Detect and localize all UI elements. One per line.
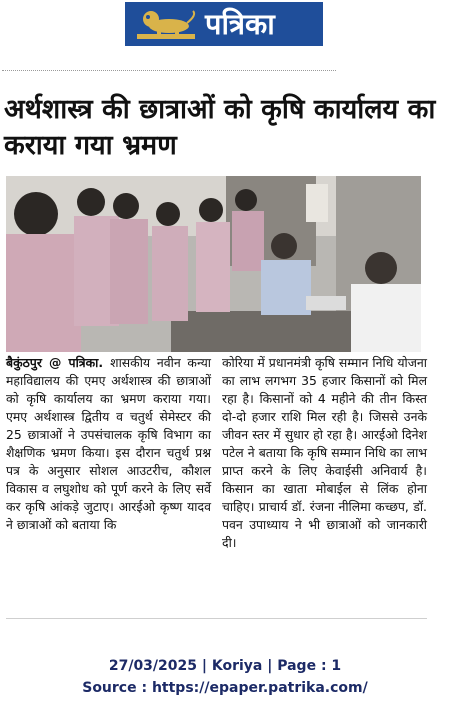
brand-name: पत्रिका — [205, 7, 275, 41]
header-divider — [2, 70, 336, 73]
article-headline: अर्थशास्त्र की छात्राओं को कृषि कार्यालय का कराया गया भ्रमण — [4, 94, 436, 161]
footer-divider — [6, 618, 427, 619]
article-body — [6, 354, 427, 616]
article-column-1 — [6, 354, 211, 534]
masthead-logo — [125, 2, 323, 46]
news-photo — [6, 176, 421, 352]
article-column-2-text: कोरिया में प्रधानमंत्री कृषि सम्मान निधि योजना का लाभ लगभग 35 हजार किसानों को मिल रहा है। किसानों को 4 महीने की तीन किस्त दो-दो हजार राशि मिल रही है। जिससे उनके जीवन स्तर में सुधार हो रहा है। आरईओ दिनेश पटेल ने बताया कि कृषि सम्मान निधि का लाभ प्राप्त करने के लिए केवाईसी अनिवार्य है। किसान का खाता मोबाईल से लिंक होना चाहिए। प्राचार्य डॉ. रंजना नीलिमा कच्छप, डॉ. पवन उपाध्याय ने भी छात्राओं को जानकारी दी। — [222, 355, 427, 550]
source-link[interactable]: Source : https://epaper.patrika.com/ — [82, 680, 368, 696]
article-column-2 — [222, 354, 427, 552]
lion-emblem-icon — [135, 7, 199, 41]
article-column-1-text: शासकीय नवीन कन्या महाविद्यालय की एमए अर्थशास्त्र की छात्राओं को कृषि कार्यालय का भ्रमण कराया गया। एमए अर्थशास्त्र द्वितीय व चतुर्थ सेमेस्टर की 25 छात्राओं ने उपसंचालक कृषि विभाग का शैक्षणिक भ्रमण किया। इस दौरान चतुर्थ प्रश्न पत्र के अनुसार सोशल आउटरीच, कौशल विकास व लघुशोध को पूर्ण करने के लिए सर्वे कर कृषि आंकड़े जुटाए। आरईओ कृष्ण यादव ने छात्राओं को बताया कि — [6, 355, 212, 532]
edition-info: 27/03/2025 | Koriya | Page : 1 — [108, 658, 342, 674]
article-dateline: बैकुंठपुर @ पत्रिका. — [6, 355, 111, 370]
students-at-agriculture-office-image — [6, 176, 421, 352]
